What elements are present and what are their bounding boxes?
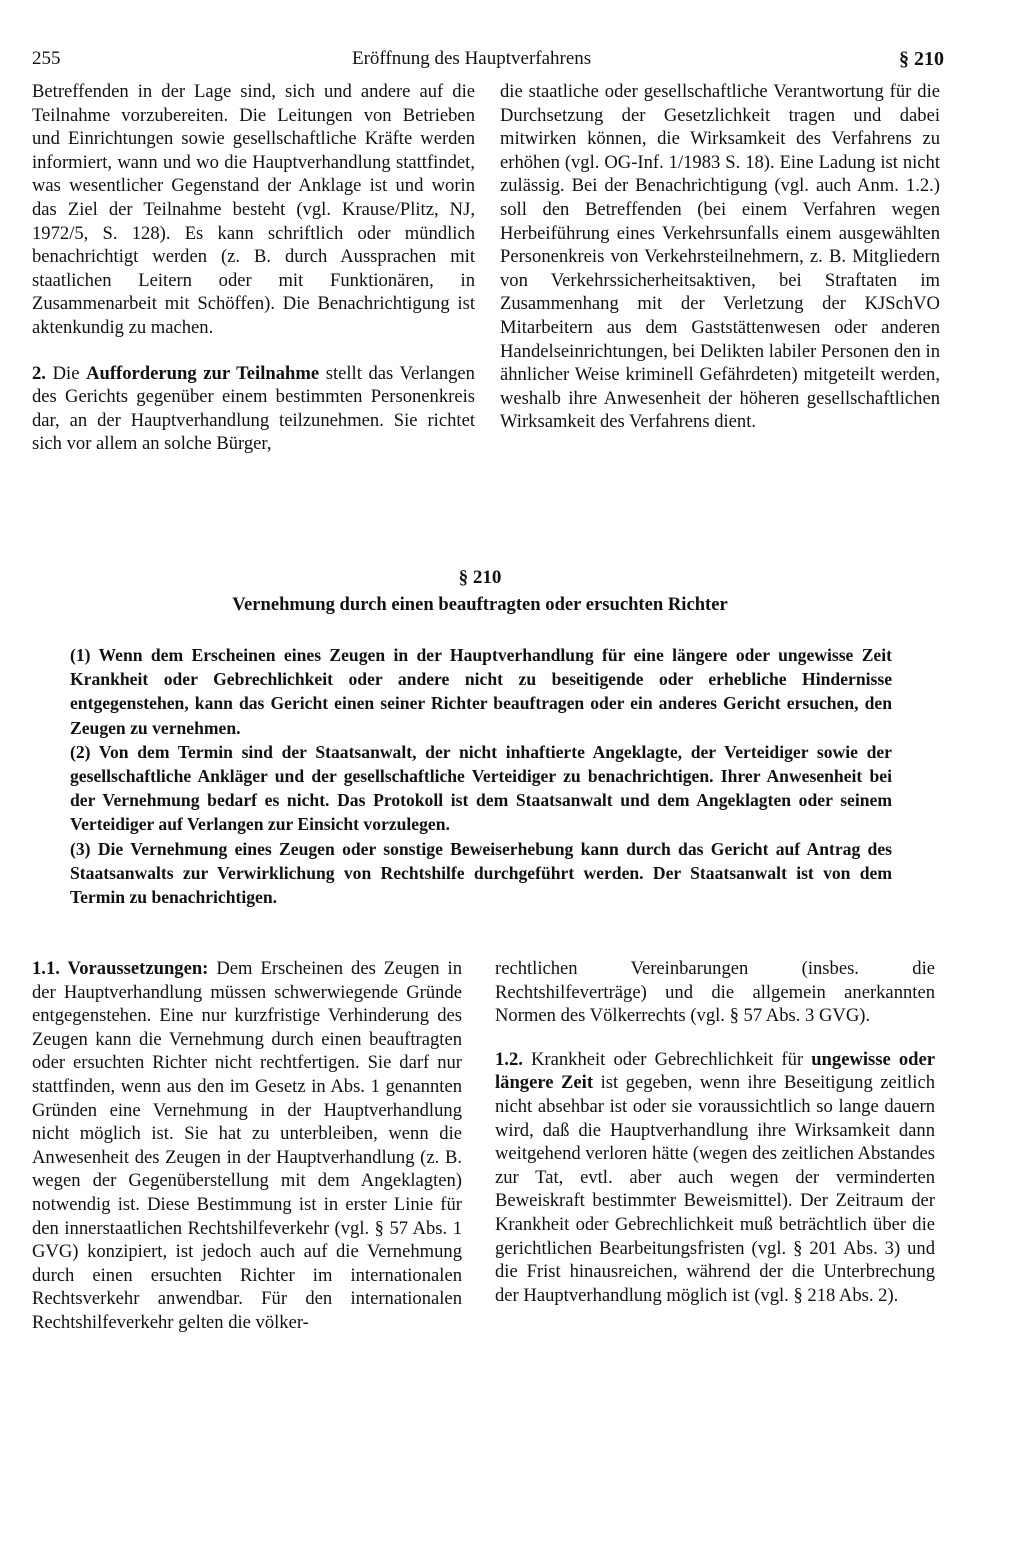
- note-lead: Die: [52, 362, 80, 384]
- law-paragraph-1: (1) Wenn dem Erscheinen eines Zeugen in der Hauptverhandlung für eine längere oder ungewisse Zeit Krankheit oder Gebrechlichkeit oder andere nicht zu beseitigende oder erhebliche Hindernisse entgegenstehen, kann das Gericht einen seiner Richter beauftragen oder ein anderes Gericht ersuchen, den Zeugen zu vernehmen.: [70, 645, 892, 738]
- upper-left-column: [32, 80, 475, 456]
- lower-right-paragraph-1: rechtlichen Vereinbarungen (insbes. die Rechtshilfeverträge) und die allgemein anerkannten Normen des Völkerrechts (vgl. § 57 Abs. 3 GVG).: [495, 958, 935, 1027]
- header-section: § 210: [899, 48, 944, 70]
- lower-right-column: [495, 957, 935, 1307]
- section-title: Vernehmung durch einen beauftragten oder ersuchten Richter: [232, 594, 728, 615]
- law-paragraph-3: (3) Die Vernehmung eines Zeugen oder sonstige Beweiserhebung kann durch das Gericht auf Antrag des Staatsanwalts zur Verwirklichung von Rechtshilfe durchgeführt werden. Der Staatsanwalt ist von dem Termin zu benachrichtigen.: [70, 838, 892, 908]
- upper-left-paragraph-1: Betreffenden in der Lage sind, sich und andere auf die Teilnahme vorzubereiten. Die Leitungen von Betrieben und Einrichtungen sowie gesellschaftliche Kräfte werden informiert, wann und wo die Hauptverhandlung stattfindet, was wesentlicher Gegenstand der Anklage ist und worin das Ziel der Teilnahme besteht (vgl. Krause/Plitz, NJ, 1972/5, S. 128). Es kann schriftlich oder mündlich benachrichtigt werden (z. B. durch Aussprachen mit staatlichen Leitern oder mit Funktionären, in Zusammenarbeit mit Schöffen). Die Benachrichtigung ist aktenkundig zu machen.: [32, 81, 475, 338]
- section-number: § 210: [458, 567, 502, 588]
- upper-right-column: [500, 80, 940, 434]
- annotation-number: 1.2.: [495, 1048, 523, 1070]
- lower-right-paragraph-2: [495, 1048, 935, 1308]
- running-title: Eröffnung des Hauptverfahrens: [352, 48, 592, 69]
- annotation-lead: Krankheit oder Gebrechlichkeit für: [531, 1048, 804, 1070]
- note-body: stellt das Verlangen des Gerichts gegenüber einem bestimmten Personenkreis dar, an der Hauptverhandlung teilzunehmen. Sie richtet sich vor allem an solche Bürger,: [32, 362, 475, 455]
- annotation-body: ist gegeben, wenn ihre Beseitigung zeitlich nicht absehbar ist oder sie voraussichtlich so lange dauern wird, daß die Hauptverhandlung ihre Wirksamkeit dann weitgehend verloren hätte (wegen des zeitlichen Abstandes zur Tat, evtl. aber auch wegen der verminderten Beweiskraft bestimmter Beweismittel). Der Zeitraum der Krankheit oder Gebrechlichkeit muß beträchtlich über die gerichtlichen Bearbeitungsfristen (vgl. § 201 Abs. 3) und die Frist hinausreichen, während der die Unterbrechung der Hauptverhandlung möglich ist (vgl. § 218 Abs. 2).: [495, 1072, 935, 1306]
- upper-right-paragraph: die staatliche oder gesellschaftliche Verantwortung für die Durchsetzung der Gesetzlichkeit tragen und dabei mitwirken können, die Wirksamkeit des Verfahrens zu erhöhen (vgl. OG-Inf. 1/1983 S. 18). Eine Ladung ist nicht zulässig. Bei der Benachrichtigung (vgl. auch Anm. 1.2.) soll den Betreffenden (bei einem Verfahren wegen Herbeiführung eines Verkehrsunfalls einem ausgewählten Personenkreis von Verkehrsteilnehmern, z. B. Mitgliedern von Verkehrssicherheitsaktiven, bei Straftaten im Zusammenhang mit der Verletzung der KJSchVO Mitarbeitern aus dem Gaststättenwesen oder anderen Handelseinrichtungen, bei Delikten labiler Personen den in ähnlicher Weise kriminell Gefährdeten) mitgeteilt werden, weshalb ihre Anwesenheit der höheren gesellschaftlichen Wirksamkeit des Verfahrens dient.: [500, 81, 940, 433]
- note-number: 2.: [32, 362, 46, 384]
- law-text: [70, 643, 892, 909]
- page-header: [0, 48, 1024, 76]
- lower-left-paragraph: [32, 957, 462, 1335]
- annotation-keyword: ungewisse oder längere Zeit: [495, 1048, 936, 1094]
- law-paragraph-2: (2) Von dem Termin sind der Staatsanwalt, der nicht inhaftierte Angeklagte, der Verteidiger sowie der gesellschaftliche Ankläger und der gesellschaftliche Verteidiger zu benachrichtigen. Ihrer Anwesenheit bei der Vernehmung bedarf es nicht. Das Protokoll ist dem Staatsanwalt und dem Angeklagten oder seinem Verteidiger auf Verlangen zur Einsicht vorzulegen.: [70, 741, 892, 835]
- upper-left-paragraph-2: [32, 362, 475, 456]
- page-number: 255: [32, 48, 61, 69]
- annotation-text: Dem Erscheinen des Zeugen in der Hauptverhandlung müssen schwerwiegende Gründe entgegenstehen. Eine nur kurzfristige Verhinderung des Zeugen kann die Vernehmung durch einen beauftragten oder ersuchten Richter nicht rechtfertigen. Sie darf nur stattfinden, wenn aus den im Gesetz in Abs. 1 genannten Gründen eine Vernehmung in der Hauptverhandlung nicht möglich ist. Sie hat zu unterbleiben, wenn die Anwesenheit des Zeugen in der Hauptverhandlung (z. B. wegen der Gegenüberstellung mit dem Angeklagten) notwendig ist. Diese Bestimmung ist in erster Linie für den innerstaatlichen Rechtshilfeverkehr (vgl. § 57 Abs. 1 GVG) konzipiert, ist jedoch auch auf die Vernehmung durch einen ersuchten Richter im internationalen Rechtsverkehr anwendbar. Für den internationalen Rechtshilfeverkehr gelten die völker-: [32, 958, 463, 1333]
- note-keyword: Aufforderung zur Teilnahme: [86, 362, 320, 384]
- annotation-label: 1.1. Voraussetzungen:: [32, 958, 209, 979]
- lower-left-column: [32, 957, 462, 1335]
